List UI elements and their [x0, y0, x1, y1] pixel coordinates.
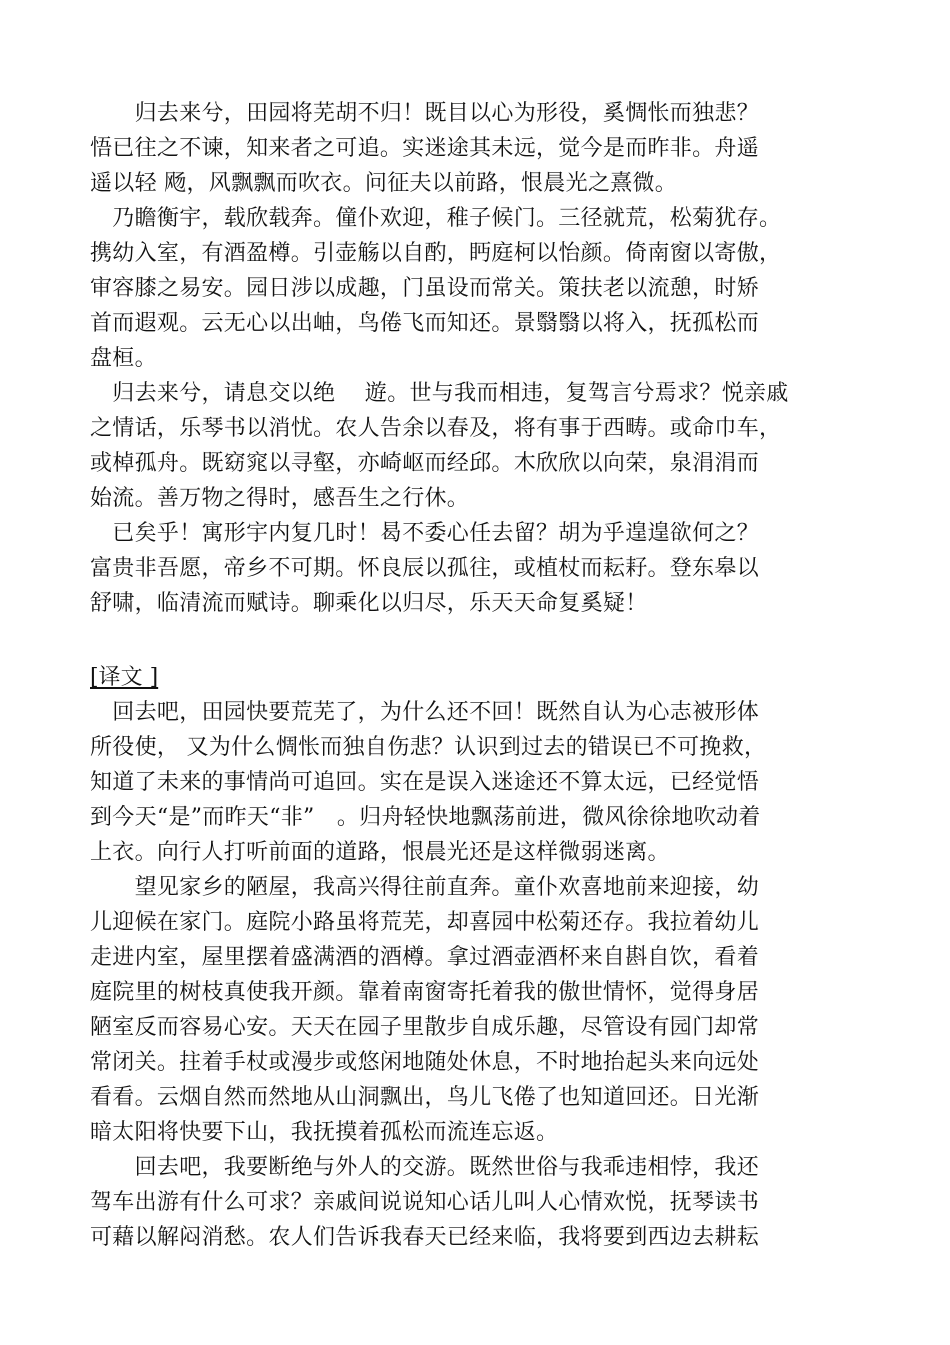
original-line: 归去来兮，田园将芜胡不归！既目以心为形役，奚惆怅而独悲？ [90, 101, 760, 126]
translation-line: 看看。云烟自然而然地从山洞飘出，鸟儿飞倦了也知道回还。日光渐 [90, 1085, 760, 1110]
original-line: 或棹孤舟。既窈窕以寻壑，亦崎岖而经邱。木欣欣以向荣，泉涓涓而 [90, 451, 760, 476]
original-line: 携幼入室，有酒盈樽。引壶觞以自酌，眄庭柯以怡颜。倚南窗以寄傲， [90, 241, 782, 266]
translation-line: 望见家乡的陋屋，我高兴得往前直奔。童仆欢喜地前来迎接，幼 [90, 875, 760, 900]
original-line: 乃瞻衡宇，载欣载奔。僮仆欢迎，稚子候门。三径就荒，松菊犹存。 [90, 206, 782, 231]
translation-line: 暗太阳将快要下山，我抚摸着孤松而流连忘返。 [90, 1120, 559, 1145]
translation-line: 儿迎候在家门。庭院小路虽将荒芜，却喜园中松菊还存。我拉着幼儿 [90, 910, 760, 935]
original-line: 悟已往之不谏，知来者之可追。实迷途其未远，觉今是而昨非。舟遥 [90, 136, 760, 161]
translation-line: 庭院里的树枝真使我开颜。靠着南窗寄托着我的傲世情怀，觉得身居 [90, 980, 760, 1005]
original-line: 盘桓。 [90, 346, 157, 371]
original-line: 始流。善万物之得时，感吾生之行休。 [90, 486, 470, 511]
translation-line: 可藉以解闷消愁。农人们告诉我春天已经来临，我将要到西边去耕耘 [90, 1225, 760, 1250]
original-line: 首而遐观。云无心以出岫，鸟倦飞而知还。景翳翳以将入，抚孤松而 [90, 311, 760, 336]
translation-line: 回去吧，我要断绝与外人的交游。既然世俗与我乖违相悖，我还 [90, 1155, 760, 1180]
original-line: 审容膝之易安。园日涉以成趣，门虽设而常关。策扶老以流憩，时矫 [90, 276, 760, 301]
translation-line: 知道了未来的事情尚可追回。实在是误入迷途还不算太远，已经觉悟 [90, 770, 760, 795]
translation-line: 驾车出游有什么可求？亲戚间说说知心话儿叫人心情欢悦，抚琴读书 [90, 1190, 760, 1215]
translation-line: 常闭关。拄着手杖或漫步或悠闲地随处休息，不时地抬起头来向远处 [90, 1050, 760, 1075]
translation-line: 回去吧，田园快要荒芜了，为什么还不回！既然自认为心志被形体 [90, 700, 760, 725]
original-line: 归去来兮，请息交以绝 遊。世与我而相违，复驾言兮焉求？悦亲戚 [90, 381, 789, 406]
translation-heading: [译文 ] [90, 665, 159, 690]
original-line: 舒啸，临清流而赋诗。聊乘化以归尽，乐天天命复奚疑！ [90, 591, 648, 616]
original-line: 富贵非吾愿，帝乡不可期。怀良辰以孤往，或植杖而耘耔。登东皋以 [90, 556, 760, 581]
translation-line: 陋室反而容易心安。天天在园子里散步自成乐趣，尽管设有园门却常 [90, 1015, 760, 1040]
translation-line: 走进内室，屋里摆着盛满酒的酒樽。拿过酒壶酒杯来自斟自饮，看着 [90, 945, 760, 970]
translation-line: 上衣。向行人打听前面的道路，恨晨光还是这样微弱迷离。 [90, 840, 670, 865]
translation-line: 到今天“是”而昨天“非” 。归舟轻快地飘荡前进，微风徐徐地吹动着 [90, 805, 761, 830]
original-line: 之情话，乐琴书以消忧。农人告余以春及，将有事于西畴。或命巾车， [90, 416, 782, 441]
translation-line: 所役使， 又为什么惆怅而独自伤悲？认识到过去的错误已不可挽救， [90, 735, 767, 760]
original-line: 已矣乎！寓形宇内复几时！曷不委心任去留？胡为乎遑遑欲何之？ [90, 521, 760, 546]
original-line: 遥以轻 飏，风飘飘而吹衣。问征夫以前路，恨晨光之熹微。 [90, 171, 678, 196]
